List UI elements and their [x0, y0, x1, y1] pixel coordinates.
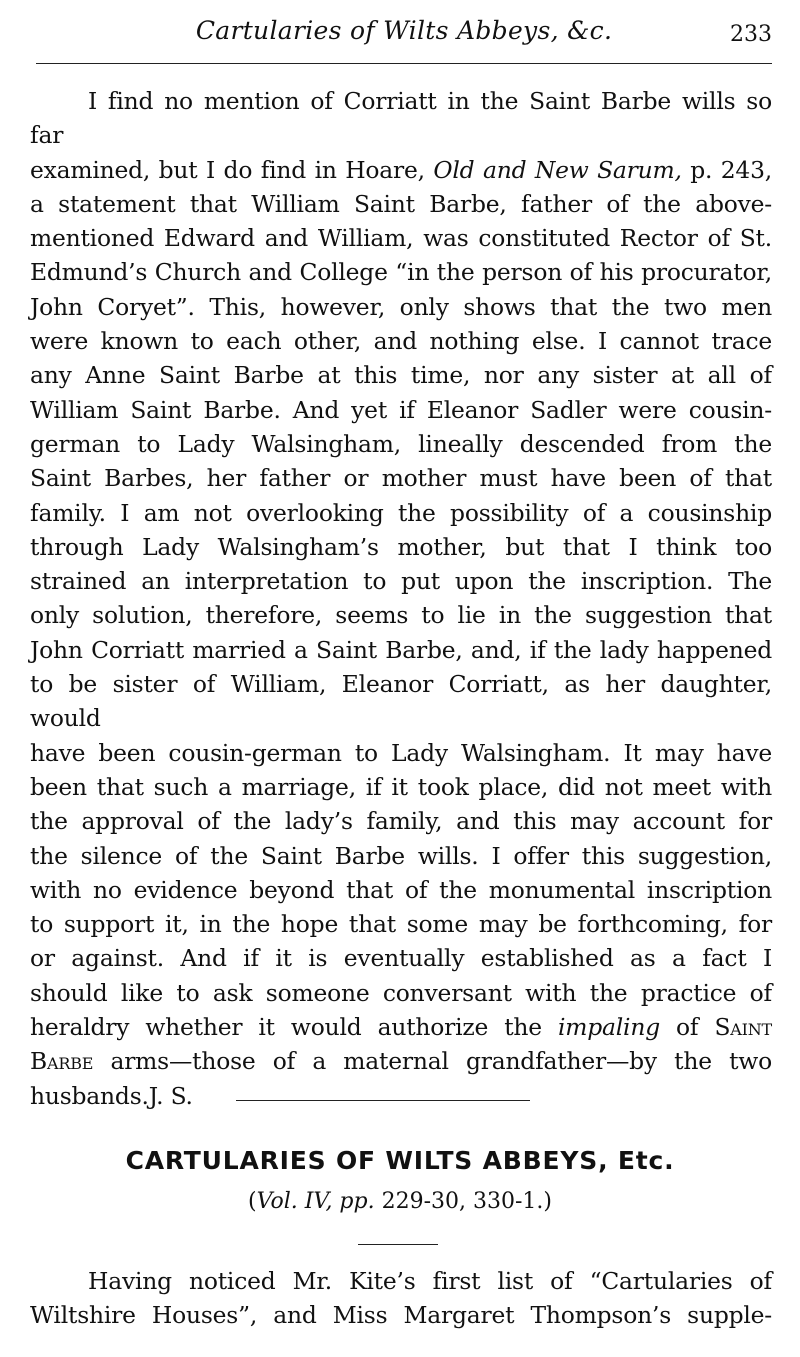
running-title: Cartularies of Wilts Abbeys, &c.	[195, 16, 613, 45]
section-divider	[236, 1100, 530, 1101]
article-body	[30, 84, 772, 1113]
section-title: CARTULARIES OF WILTS ABBEYS, Etc.	[125, 1146, 675, 1175]
text-line: I find no mention of Corriatt in the Saint Barbe wills so far	[30, 87, 772, 150]
paragraph-main	[30, 84, 772, 1113]
text-line: to be sister of William, Eleanor Corriatt, as her daughter, would	[30, 670, 772, 733]
text-line: strained an interpretation to put upon the inscription. The	[30, 567, 772, 596]
barbe-smallcaps: Barbe	[30, 1047, 94, 1076]
impaling-term: impaling	[558, 1013, 660, 1042]
ref-volume: Vol. IV, pp.	[256, 1189, 375, 1214]
text-line: Saint Barbes, her father or mother must have been of that	[30, 464, 772, 493]
text-line: should like to ask someone conversant with the practice of	[30, 978, 772, 1007]
text-fragment: of	[659, 1013, 715, 1042]
text-fragment: arms—those of a maternal grandfather—by the two	[93, 1047, 772, 1076]
text-line: were known to each other, and nothing else. I cannot trace	[30, 327, 772, 356]
text-line: only solution, therefore, seems to lie in the suggestion that	[30, 601, 772, 630]
text-line: to support it, in the hope that some may be forthcoming, for	[30, 910, 772, 939]
header-rule	[36, 63, 772, 64]
text-line	[30, 1010, 772, 1044]
text-line: with no evidence beyond that of the monumental inscription	[30, 875, 772, 904]
text-fragment: heraldry whether it would authorize the	[30, 1013, 558, 1042]
text-line: mentioned Edward and William, was constituted Rector of St.	[30, 224, 772, 253]
text-line: german to Lady Walsingham, lineally descended from the	[30, 429, 772, 458]
text-line	[30, 1079, 772, 1113]
text-line: have been cousin-german to Lady Walsingham. It may have	[30, 738, 772, 767]
text-line: John Coryet”. This, however, only shows that the two men	[30, 292, 772, 321]
ref-open: (	[247, 1189, 257, 1214]
text-line	[30, 153, 772, 187]
paragraph-second	[30, 1264, 772, 1333]
text-line: Having noticed Mr. Kite’s first list of “Cartularies of	[88, 1267, 772, 1295]
section-reference	[0, 1189, 800, 1214]
text-fragment: examined, but I do find in Hoare,	[30, 155, 434, 184]
text-line: the approval of the lady’s family, and this may account for	[30, 807, 772, 836]
text-line: William Saint Barbe. And yet if Eleanor Sadler were cousin-	[30, 395, 772, 424]
text-line: family. I am not overlooking the possibility of a cousinship	[30, 498, 772, 527]
text-line: Wiltshire Houses”, and Miss Margaret Thompson’s supple-	[30, 1301, 772, 1330]
text-line: any Anne Saint Barbe at this time, nor any sister at all of	[30, 361, 772, 390]
text-line: the silence of the Saint Barbe wills. I offer this suggestion,	[30, 841, 772, 870]
text-line	[30, 1044, 772, 1078]
page-number: 233	[730, 22, 772, 47]
text-fragment: husbands.	[30, 1081, 149, 1110]
text-line: John Corriatt married a Saint Barbe, and, if the lady happened	[30, 635, 772, 664]
page-header	[36, 12, 772, 52]
saint-smallcaps: Saint	[714, 1013, 773, 1042]
title-rule	[358, 1244, 438, 1245]
book-page: p. 243,	[681, 155, 772, 184]
text-line: Edmund’s Church and College “in the person of his procurator,	[30, 258, 772, 287]
article-body-2	[30, 1264, 772, 1333]
text-line: been that such a marriage, if it took place, did not meet with	[30, 772, 772, 801]
book-title: Old and New Sarum,	[433, 155, 682, 184]
signature: J. S.	[148, 1081, 193, 1110]
ref-pages: 229-30, 330-1.)	[374, 1189, 552, 1214]
text-line: a statement that William Saint Barbe, father of the above-	[30, 189, 772, 218]
text-line: through Lady Walsingham’s mother, but that I think too	[30, 532, 772, 561]
text-line: or against. And if it is eventually established as a fact I	[30, 944, 772, 973]
